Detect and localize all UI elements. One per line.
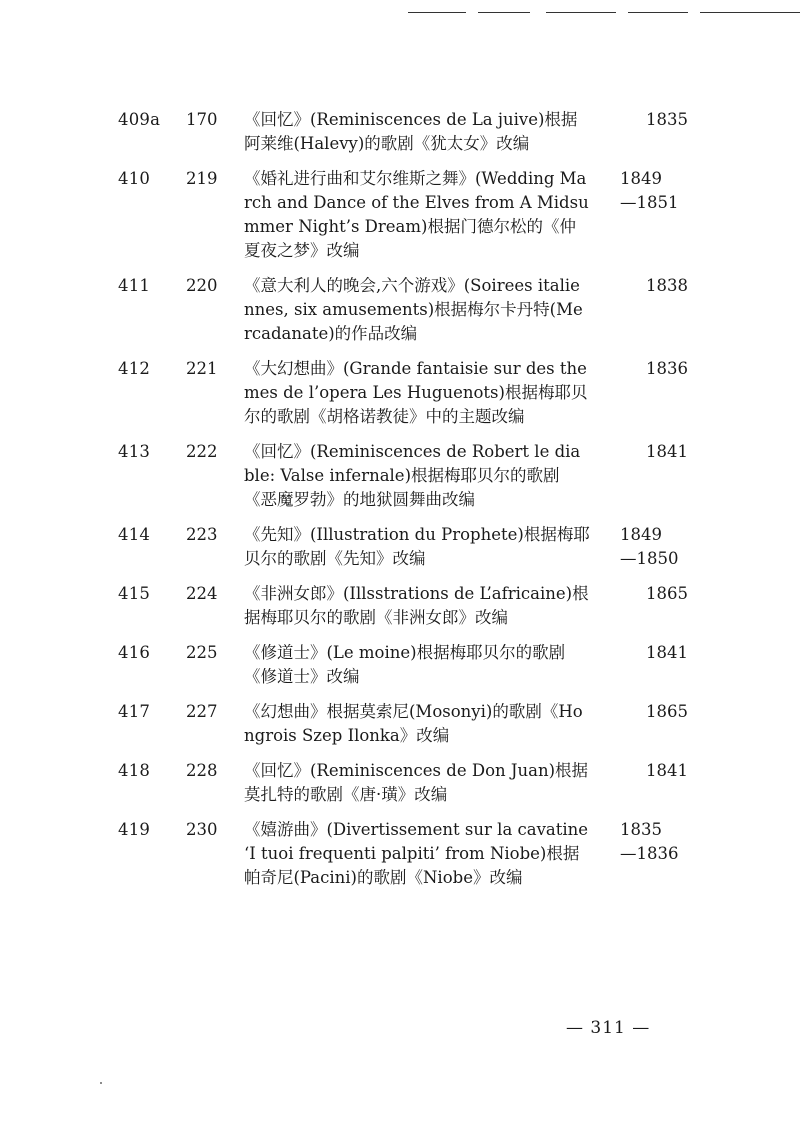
raabe-number: 223 (186, 525, 218, 544)
composition-year: 1849 —1851 (620, 169, 679, 212)
work-description: 《回忆》(Reminiscences de Don Juan)根据莫扎特的歌剧《唐·璜》改编 (244, 761, 589, 804)
composition-year: 1835 (646, 110, 688, 129)
work-description: 《嬉游曲》(Divertissement sur la cavatine ‘I tuoi frequenti palpiti’ from Niobe)根据帕奇尼(Pacini)的歌剧《Niobe》改编 (244, 820, 589, 887)
work-description: 《回忆》(Reminiscences de La juive)根据阿莱维(Halevy)的歌剧《犹太女》改编 (244, 110, 578, 153)
composition-year: 1841 (646, 643, 688, 662)
catalog-row (0, 357, 800, 429)
raabe-number: 221 (186, 359, 218, 378)
top-rule-3 (546, 0, 616, 13)
searle-number: 418 (118, 761, 151, 780)
work-description: 《婚礼进行曲和艾尔维斯之舞》(Wedding March and Dance of the Elves from A Midsummer Night’s Dream)根据门德尔松的《仲夏夜之梦》改编 (244, 169, 589, 260)
raabe-number: 219 (186, 169, 218, 188)
catalog-row (0, 641, 800, 689)
catalog-row (0, 523, 800, 571)
raabe-number: 224 (186, 584, 218, 603)
work-description: 《大幻想曲》(Grande fantaisie sur des themes de l’opera Les Huguenots)根据梅耶贝尔的歌剧《胡格诺教徒》中的主题改编 (244, 359, 588, 426)
composition-year: 1849 —1850 (620, 525, 679, 568)
composition-year: 1841 (646, 442, 688, 461)
searle-number: 416 (118, 643, 151, 662)
catalog-row (0, 440, 800, 512)
composition-year: 1836 (646, 359, 688, 378)
searle-number: 413 (118, 442, 151, 461)
raabe-number: 222 (186, 442, 218, 461)
raabe-number: 170 (186, 110, 218, 129)
top-rule-4 (628, 0, 688, 13)
searle-number: 415 (118, 584, 151, 603)
raabe-number: 228 (186, 761, 218, 780)
raabe-number: 230 (186, 820, 218, 839)
catalog-row (0, 759, 800, 807)
composition-year: 1865 (646, 702, 688, 721)
searle-number: 412 (118, 359, 151, 378)
searle-number: 419 (118, 820, 151, 839)
work-description: 《幻想曲》根据莫索尼(Mosonyi)的歌剧《Hongrois Szep Ilonka》改编 (244, 702, 583, 745)
composition-year: 1838 (646, 276, 688, 295)
raabe-number: 220 (186, 276, 218, 295)
top-rule-1 (408, 0, 466, 13)
catalog-row (0, 818, 800, 890)
work-description: 《回忆》(Reminiscences de Robert le diable: Valse infernale)根据梅耶贝尔的歌剧《恶魔罗勃》的地狱圆舞曲改编 (244, 442, 581, 509)
searle-number: 414 (118, 525, 151, 544)
catalog-table (0, 108, 800, 890)
top-rule-2 (478, 0, 530, 13)
scan-speck (100, 1082, 102, 1084)
searle-number: 417 (118, 702, 151, 721)
catalog-row (0, 274, 800, 346)
work-description: 《先知》(Illustration du Prophete)根据梅耶贝尔的歌剧《先知》改编 (244, 525, 590, 568)
composition-year: 1835 —1836 (620, 820, 679, 863)
page-number: — 311 — (566, 1018, 651, 1038)
composition-year: 1841 (646, 761, 688, 780)
work-description: 《非洲女郎》(Illsstrations de L’africaine)根据梅耶贝尔的歌剧《非洲女郎》改编 (244, 584, 589, 627)
work-description: 《意大利人的晚会,六个游戏》(Soirees italiennes, six amusements)根据梅尔卡丹特(Mercadanate)的作品改编 (244, 276, 583, 343)
composition-year: 1865 (646, 584, 688, 603)
catalog-row (0, 700, 800, 748)
raabe-number: 227 (186, 702, 218, 721)
raabe-number: 225 (186, 643, 218, 662)
catalog-row (0, 582, 800, 630)
searle-number: 411 (118, 276, 151, 295)
work-description: 《修道士》(Le moine)根据梅耶贝尔的歌剧《修道士》改编 (244, 643, 566, 686)
searle-number: 410 (118, 169, 151, 188)
searle-number: 409a (118, 110, 161, 129)
top-rule-5 (700, 0, 800, 13)
catalog-row (0, 167, 800, 263)
catalog-row (0, 108, 800, 156)
